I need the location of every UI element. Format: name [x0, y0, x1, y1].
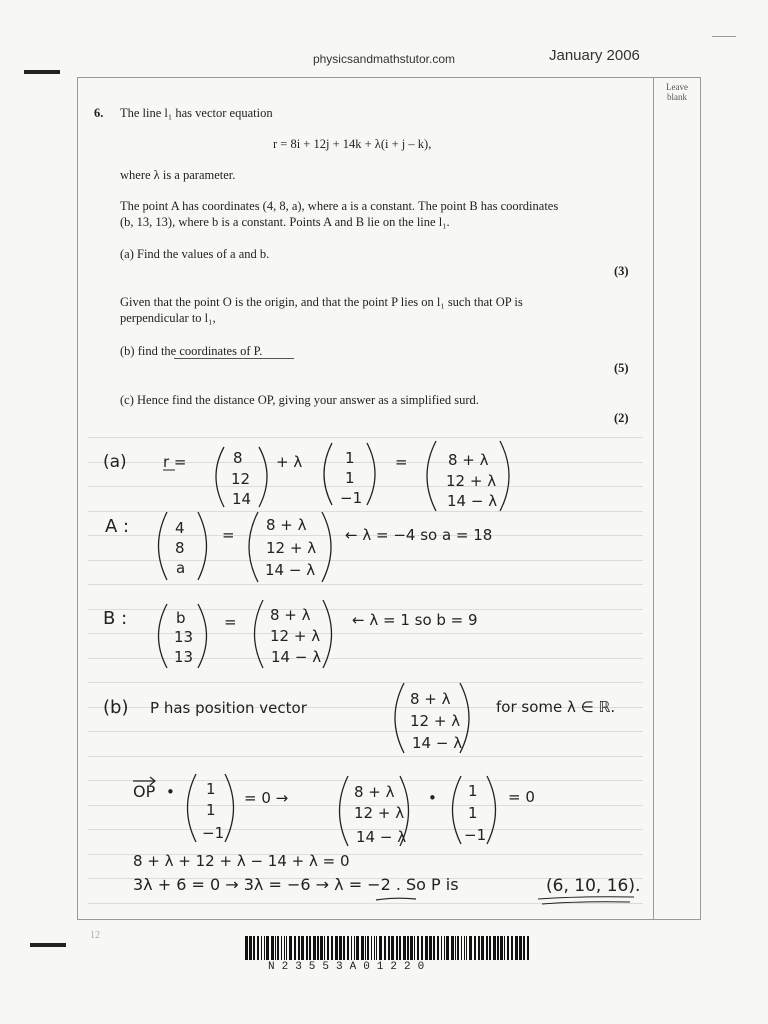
svg-text:14: 14 — [232, 490, 252, 508]
points-text-1: The point A has coordinates (4, 8, a), where a is a constant. The point B has coordinates — [120, 199, 559, 213]
svg-text:1: 1 — [468, 804, 478, 822]
svg-text:13: 13 — [174, 648, 194, 666]
svg-text:1: 1 — [345, 469, 355, 487]
equals-zero-arrow: = 0 → — [244, 789, 289, 807]
svg-text:12 + λ: 12 + λ — [446, 472, 497, 490]
svg-text:8: 8 — [175, 539, 185, 557]
marks-b: (5) — [614, 361, 629, 375]
vector-equation: r = 8i + 12j + 14k + λ(i + j – k), — [273, 137, 432, 151]
svg-text:4: 4 — [175, 519, 185, 537]
marks-c: (2) — [614, 411, 629, 425]
svg-text:12 + λ: 12 + λ — [266, 539, 317, 557]
svg-text:12: 12 — [231, 470, 251, 488]
part-b-text: P has position vector — [150, 699, 307, 717]
svg-text:14 − λ: 14 − λ — [271, 648, 322, 666]
svg-text:12 + λ: 12 + λ — [410, 712, 461, 730]
vector-direction — [324, 443, 375, 507]
svg-text:a: a — [176, 559, 186, 577]
equals-sign: = — [222, 526, 235, 544]
barcode — [245, 936, 530, 960]
part-b-text: (b) find the coordinates of P. — [120, 344, 263, 358]
marks-a: (3) — [614, 264, 629, 278]
svg-text:8 + λ: 8 + λ — [448, 451, 489, 469]
parameter-text: where λ is a parameter. — [120, 168, 236, 182]
a-point-label: A : — [105, 516, 130, 537]
svg-text:1: 1 — [345, 449, 355, 467]
part-b-text-2: for some λ ∈ ℝ. — [496, 698, 616, 716]
part-a-text: (a) Find the values of a and b. — [120, 247, 270, 261]
barcode-number: N23553A01220 — [268, 961, 432, 973]
equals-zero: = 0 — [508, 788, 535, 806]
svg-text:14 − λ: 14 − λ — [265, 561, 316, 579]
given-text-2: perpendicular to l₁, — [120, 311, 216, 325]
working-line-2: 3λ + 6 = 0 → 3λ = −6 → λ = −2 . So P is — [133, 875, 459, 894]
svg-text:12 + λ: 12 + λ — [270, 627, 321, 645]
vector-B — [159, 604, 207, 668]
dot-sign: • — [166, 783, 175, 801]
vector-general-A — [249, 512, 331, 582]
svg-text:13: 13 — [174, 628, 194, 646]
vector-general-dot — [340, 776, 409, 846]
r-equals: r = — [163, 453, 187, 471]
part-c-text: (c) Hence find the distance OP, giving your answer as a simplified surd. — [120, 393, 479, 407]
svg-text:−1: −1 — [202, 824, 225, 842]
svg-text:1: 1 — [206, 801, 216, 819]
svg-text:8 + λ: 8 + λ — [354, 783, 395, 801]
b-point-label: B : — [103, 608, 128, 629]
svg-text:14 − λ: 14 − λ — [412, 734, 463, 752]
header-site: physicsandmathstutor.com — [312, 52, 456, 66]
a-result: ← λ = −4 so a = 18 — [345, 526, 493, 544]
svg-text:1: 1 — [468, 782, 478, 800]
points-text-2: (b, 13, 13), where b is a constant. Points A and B lie on the line l₁. — [120, 215, 450, 229]
dot-sign: • — [428, 789, 437, 807]
op-vector: OP — [133, 782, 156, 801]
svg-text:14 − λ: 14 − λ — [356, 828, 407, 846]
svg-text:8: 8 — [233, 449, 243, 467]
b-result: ← λ = 1 so b = 9 — [352, 611, 478, 629]
equals-sign: = — [395, 453, 408, 471]
vector-general — [427, 441, 509, 511]
page-number: 12 — [90, 930, 100, 941]
svg-text:8 + λ: 8 + λ — [410, 690, 451, 708]
svg-text:1: 1 — [206, 780, 216, 798]
question-intro: The line l₁ has vector equation — [120, 106, 273, 120]
svg-text:−1: −1 — [464, 826, 487, 844]
vector-r0 — [216, 447, 267, 508]
vector-general-B — [255, 600, 332, 668]
vector-direction-2 — [188, 774, 234, 842]
vector-direction-3 — [453, 776, 496, 844]
part-b-label: (b) — [103, 697, 129, 718]
working-line-1: 8 + λ + 12 + λ − 14 + λ = 0 — [133, 852, 350, 870]
vector-general-P — [395, 683, 469, 753]
svg-text:14 − λ: 14 − λ — [447, 492, 498, 510]
vector-A — [159, 512, 207, 580]
question-number: 6. — [94, 106, 104, 120]
equals-sign: = — [224, 613, 237, 631]
svg-text:8 + λ: 8 + λ — [266, 516, 307, 534]
svg-text:b: b — [176, 609, 186, 627]
answer-p: (6, 10, 16). — [546, 876, 641, 896]
svg-text:−1: −1 — [340, 489, 363, 507]
leave-blank-label: Leave blank — [666, 82, 688, 102]
svg-text:12 + λ: 12 + λ — [354, 804, 405, 822]
plus-lambda: + λ — [276, 453, 303, 471]
given-text-1: Given that the point O is the origin, and that the point P lies on l₁ such that OP is — [120, 295, 523, 309]
part-a-label: (a) — [103, 452, 127, 472]
svg-text:8 + λ: 8 + λ — [270, 606, 311, 624]
header-date: January 2006 — [549, 47, 640, 64]
